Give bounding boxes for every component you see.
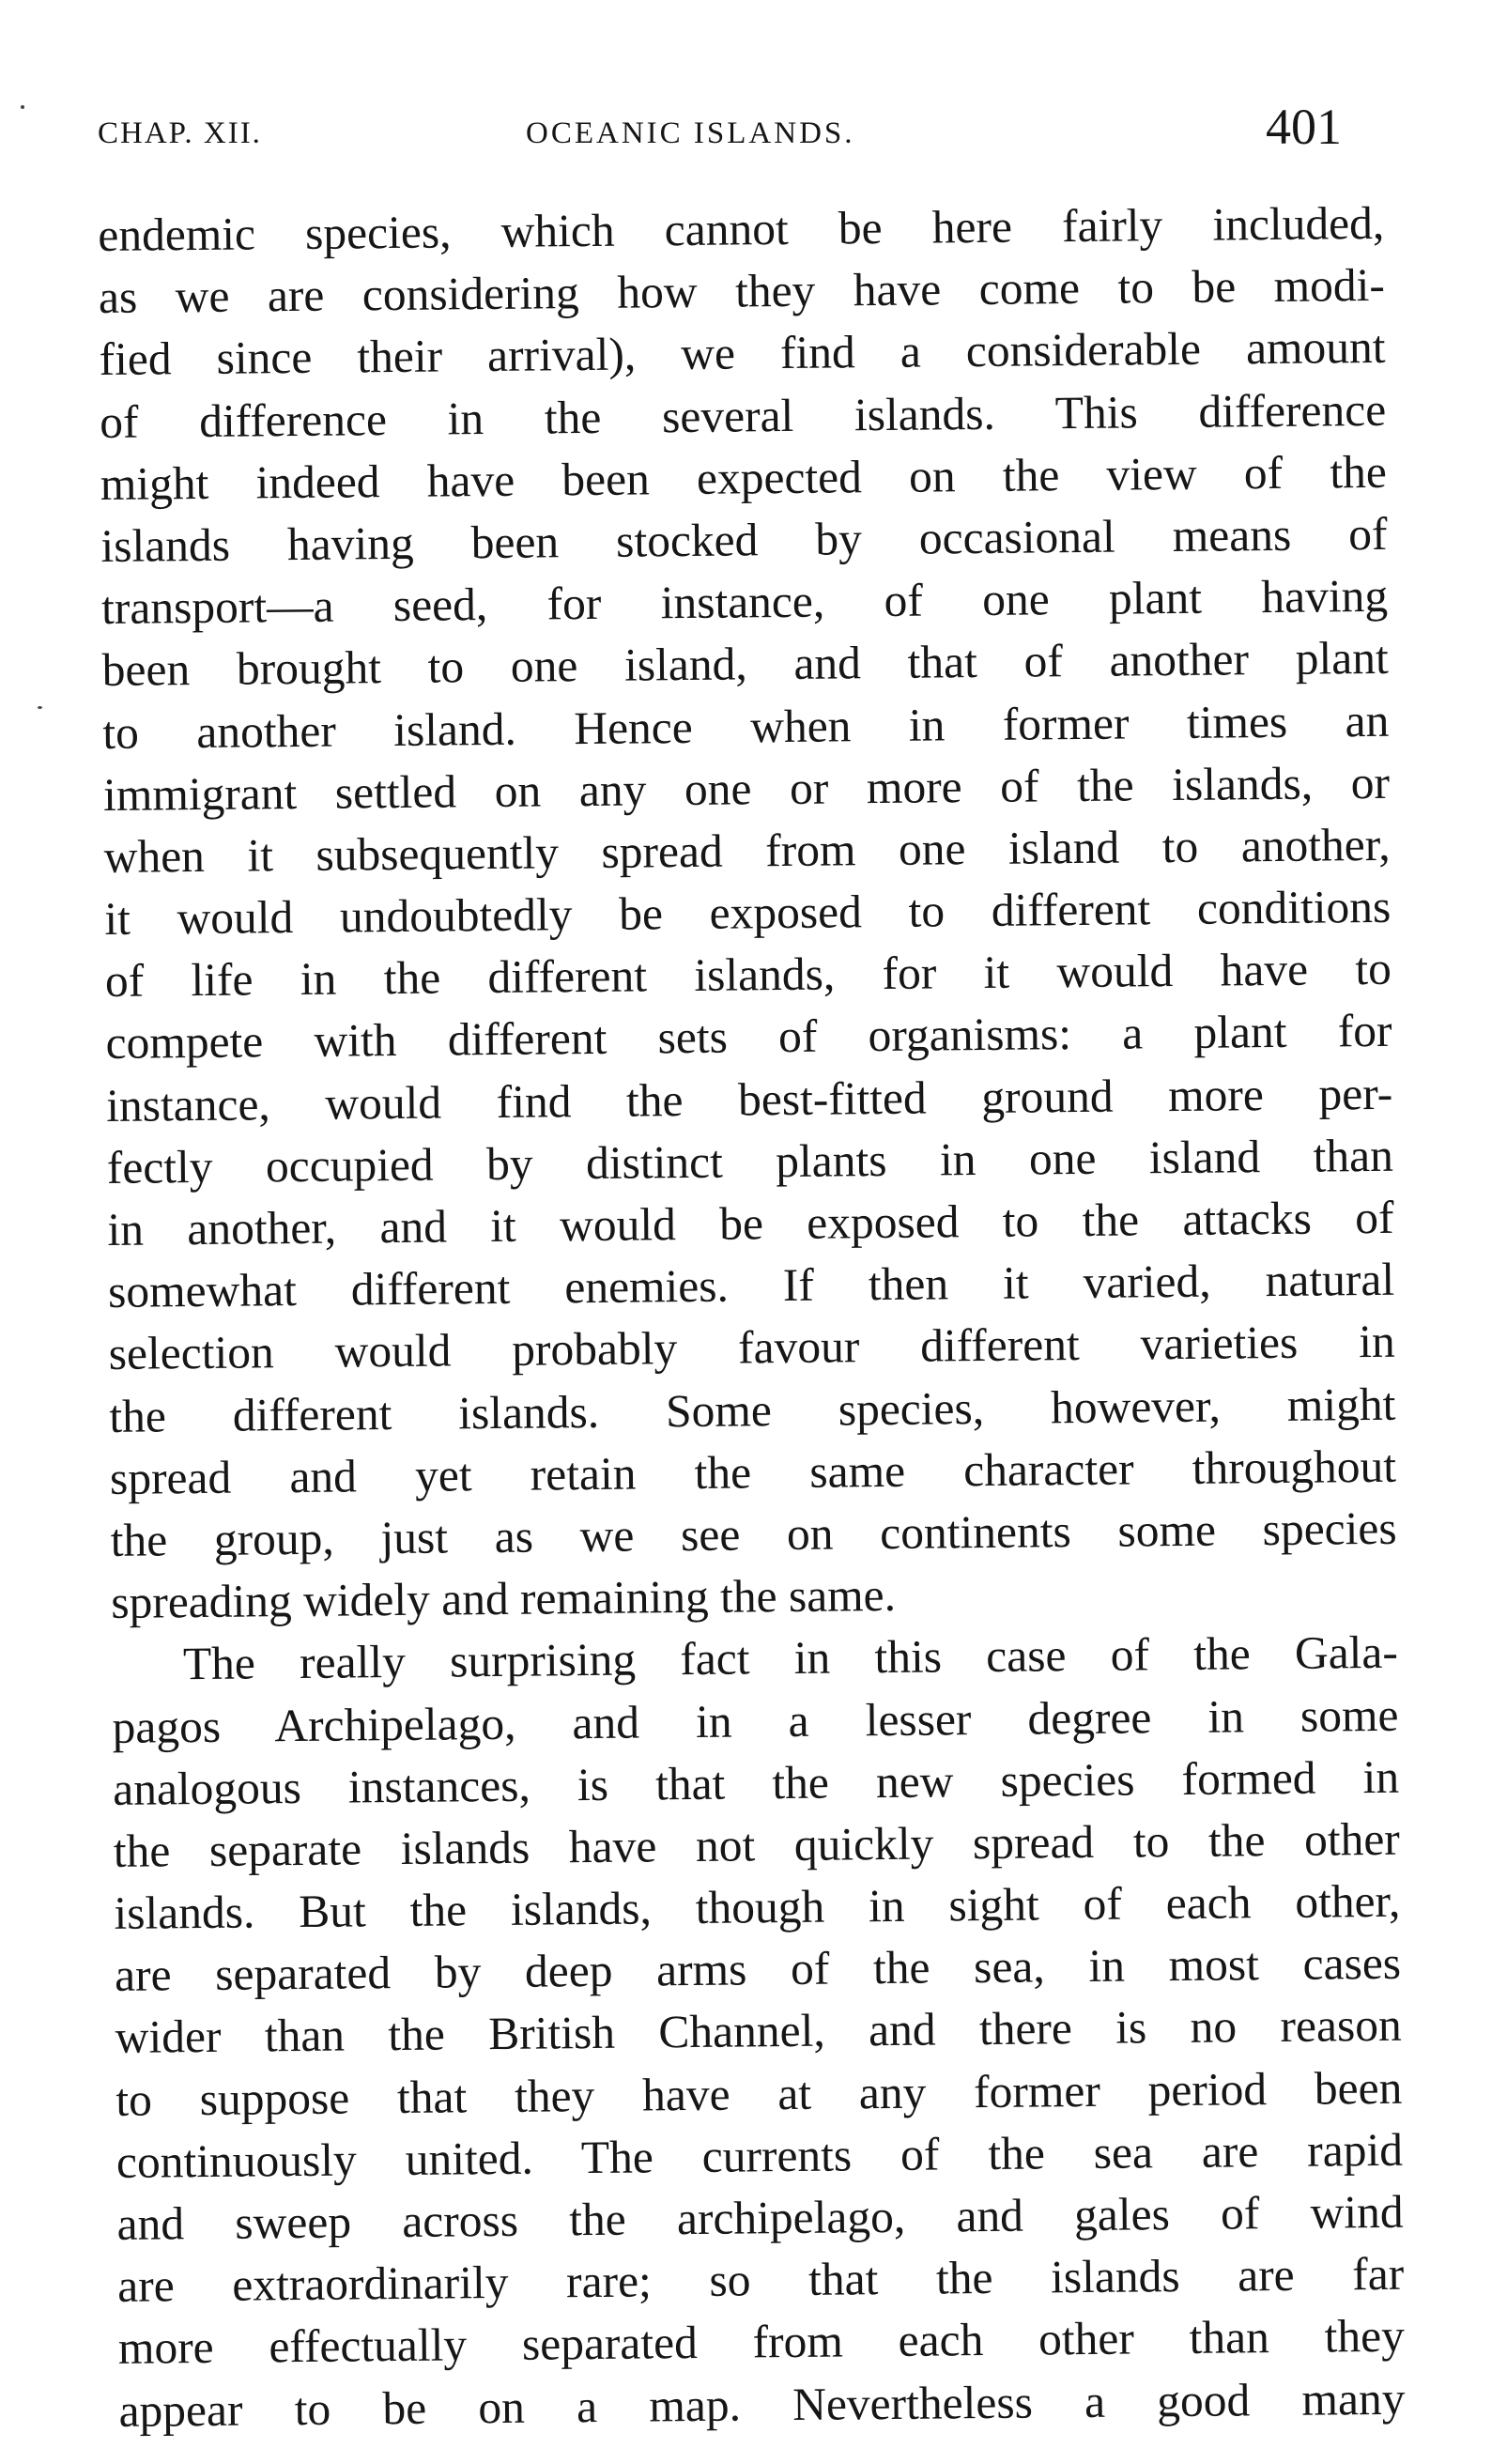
text-line: The really surprising fact in this case of the Gala- [182,1626,1399,1690]
paragraph [98,192,1398,1634]
margin-speck [38,706,42,709]
text-line: and sweep across the archipelago, and gales of wind [116,2185,1404,2250]
running-title: OCEANIC ISLANDS. [526,116,855,150]
text-line: when it subsequently spread from one island to another, [103,818,1391,883]
text-line: transport—a seed, for instance, of one plant having [100,569,1389,635]
body-text [98,192,1406,2442]
text-line: fied since their arrival), we find a considerable amount [99,321,1386,386]
text-line: to suppose that they have at any former period been [115,2061,1403,2126]
text-line: analogous instances, is that the new species formed in [112,1750,1400,1815]
text-line: somewhat different enemies. If then it varied, natural [107,1253,1395,1318]
text-line: spread and yet retain the same character throughout [109,1440,1397,1504]
text-line: the group, just as we see on continents some species [110,1502,1397,1566]
text-line: selection would probably favour different varieties in [108,1316,1395,1380]
text-line: immigrant settled on any one or more of the islands, or [102,756,1391,821]
text-line: pagos Archipelago, and in a lesser degree in some [112,1688,1399,1753]
text-line: been brought to one island, and that of another plant [101,632,1389,697]
text-line: endemic species, which cannot be here fairly included, [98,196,1385,261]
text-line: as we are considering how they have come to be modi- [98,259,1386,324]
text-line: islands having been stocked by occasional means of [100,507,1388,572]
paragraph [112,1622,1406,2442]
text-line: in another, and it would be exposed to the attacks of [107,1191,1394,1255]
text-line: are extraordinarily rare; so that the islands are far [117,2247,1405,2313]
page-number: 401 [1266,99,1342,155]
text-line: of difference in the several islands. This difference [99,383,1387,448]
text-line: the different islands. Some species, however, might [109,1378,1396,1442]
chapter-label: CHAP. XII. [98,116,262,150]
text-line: spreading widely and remaining the same. [111,1569,897,1629]
text-line: wider than the British Channel, and there is no reason [115,1999,1402,2064]
text-line: the separate islands have not quickly spread to the other [113,1812,1401,1877]
text-line: more effectually separated from each other than they [117,2310,1406,2375]
text-line: compete with different sets of organisms: a plant for [105,1005,1392,1070]
text-line: islands. But the islands, though in sight of each other, [114,1874,1401,1939]
text-line: of life in the different islands, for it would have to [104,943,1392,1008]
running-head [0,98,1507,154]
text-line: it would undoubtedly be exposed to different conditions [104,880,1392,946]
text-line: to another island. Hence when in former times an [102,694,1390,759]
text-line: fectly occupied by distinct plants in one island than [106,1129,1394,1194]
text-line: might indeed have been expected on the view of the [100,445,1388,510]
text-line: are separated by deep arms of the sea, in most cases [114,1937,1402,2002]
text-line: appear to be on a map. Nevertheless a good many [118,2372,1406,2437]
text-line: instance, would find the best-fitted ground more per- [105,1067,1393,1132]
text-line: continuously united. The currents of the sea are rapid [115,2123,1404,2188]
